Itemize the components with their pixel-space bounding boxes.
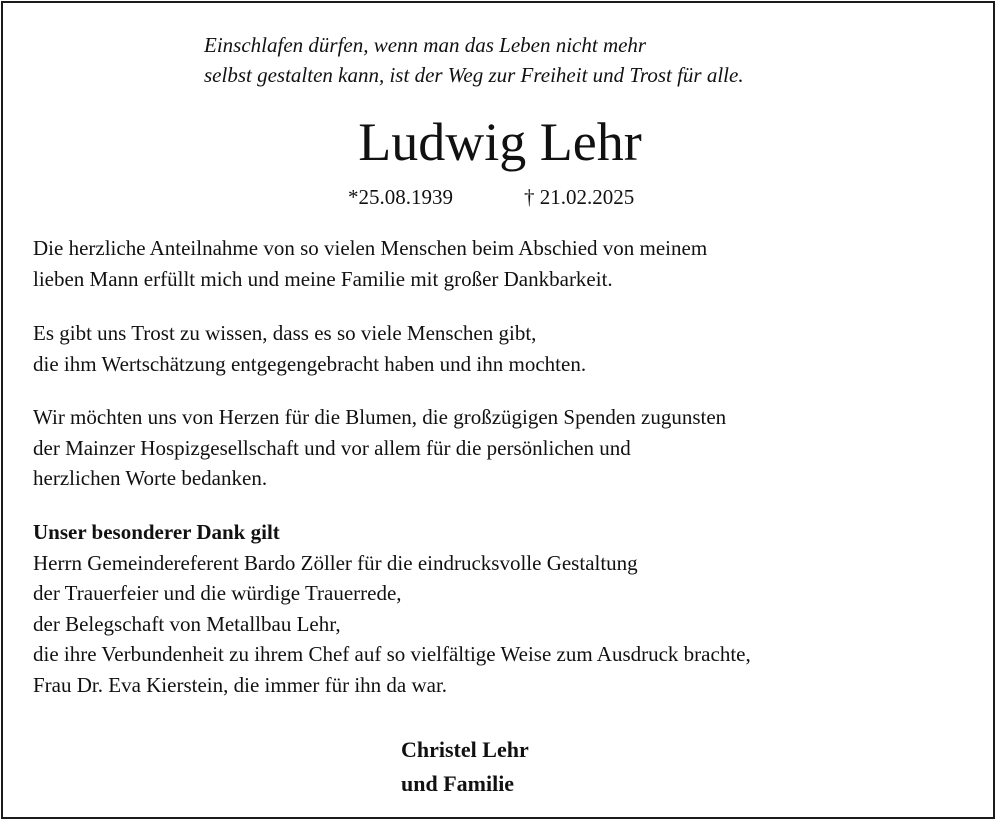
deceased-name: Ludwig Lehr — [358, 112, 642, 172]
paragraph-line: Es gibt uns Trost zu wissen, dass es so viele Menschen gibt, — [33, 321, 537, 345]
motto-line: selbst gestalten kann, ist der Weg zur Freiheit und Trost für alle. — [204, 63, 744, 87]
special-thanks-line: der Belegschaft von Metallbau Lehr, — [33, 611, 341, 636]
special-thanks-line: Frau Dr. Eva Kierstein, die immer für ihn da war. — [33, 672, 448, 697]
motto-quote — [204, 30, 904, 90]
paragraph-line: der Mainzer Hospizgesellschaft und vor allem für die persönlichen und — [33, 435, 631, 460]
signature-name: Christel Lehr — [401, 737, 529, 762]
special-thanks-heading: Unser besonderer Dank gilt — [33, 520, 280, 544]
paragraph-line: Die herzliche Anteilnahme von so vielen Menschen beim Abschied von meinem — [33, 236, 708, 260]
death-date: † 21.02.2025 — [524, 185, 635, 209]
paragraph-line: lieben Mann erfüllt mich und meine Familie mit großer Dankbarkeit. — [33, 266, 613, 291]
paragraph-line: herzlichen Worte bedanken. — [33, 466, 268, 490]
signature-block — [401, 733, 529, 801]
special-thanks-line: die ihre Verbundenheit zu ihrem Chef auf so vielfältige Weise zum Ausdruck brachte, — [33, 642, 751, 666]
special-thanks-line: der Trauerfeier und die würdige Trauerrede, — [33, 581, 402, 605]
motto-line: Einschlafen dürfen, wenn man das Leben nicht mehr — [204, 33, 647, 57]
paragraph-line: die ihm Wertschätzung entgegengebracht haben und ihn mochten. — [33, 351, 587, 376]
thanks-paragraph-3 — [33, 402, 933, 494]
special-thanks-section — [33, 517, 933, 700]
birth-date: *25.08.1939 — [348, 185, 453, 209]
paragraph-line: Wir möchten uns von Herzen für die Blumen, die großzügigen Spenden zugunsten — [33, 405, 727, 429]
signature-family: und Familie — [401, 771, 515, 796]
thanks-paragraph-2 — [33, 318, 933, 379]
thanks-paragraph-1 — [33, 233, 933, 294]
special-thanks-line: Herrn Gemeindereferent Bardo Zöller für die eindrucksvolle Gestaltung — [33, 550, 638, 575]
